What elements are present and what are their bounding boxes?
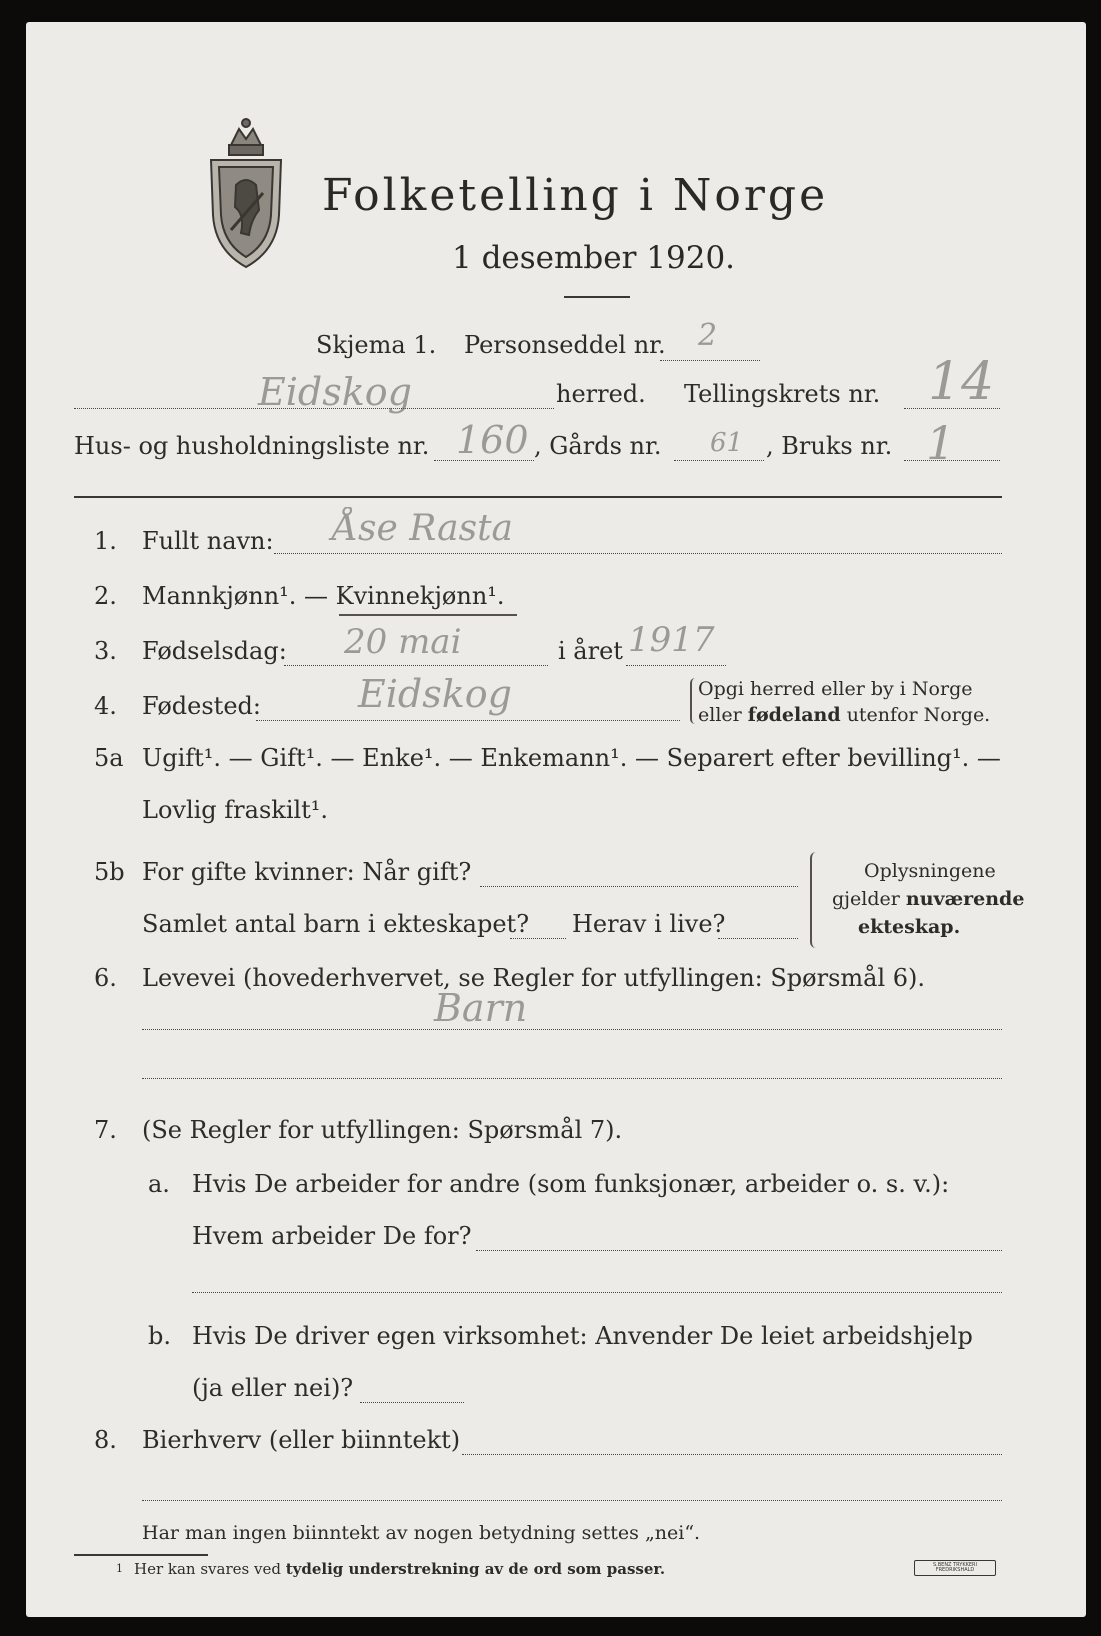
q4-note-line1: Opgi herred eller by i Norge <box>698 678 973 700</box>
q5b-note-line1: Oplysningene <box>864 860 996 882</box>
q3-number: 3. <box>94 637 117 665</box>
full-name-field[interactable] <box>274 553 1002 554</box>
q6-number: 6. <box>94 964 117 992</box>
birthplace-value: Eidskog <box>358 672 512 716</box>
q6-label: Levevei (hovederhvervet, se Regler for utfyllingen: Spørsmål 6). <box>142 964 926 992</box>
children-alive-field[interactable] <box>718 938 798 939</box>
tellingskrets-label: Tellingskrets nr. <box>684 380 881 408</box>
occupation-field-line2[interactable] <box>142 1078 1002 1079</box>
header-rule <box>74 496 1002 498</box>
q1-label: Fullt navn: <box>142 527 274 555</box>
herred-value: Eidskog <box>258 370 412 414</box>
birth-year-field[interactable] <box>626 665 726 666</box>
q3-year-label: i året <box>558 637 623 665</box>
bruks-label: , Bruks nr. <box>766 432 893 460</box>
q1-number: 1. <box>94 527 117 555</box>
q8-note: Har man ingen biinntekt av nogen betydning settes „nei“. <box>142 1522 701 1544</box>
gards-label: , Gårds nr. <box>534 432 662 460</box>
census-form-page <box>26 22 1086 1617</box>
tellingskrets-value: 14 <box>928 352 995 412</box>
personseddel-value: 2 <box>698 318 718 353</box>
q7b-hired-help-label: (ja eller nei)? <box>192 1374 354 1402</box>
side-income-field[interactable] <box>462 1454 1002 1455</box>
q8-label: Bierhverv (eller biinntekt) <box>142 1426 461 1454</box>
gards-field[interactable] <box>674 460 764 461</box>
printer-stamp <box>914 1560 996 1576</box>
q4-note-line2: eller fødeland utenfor Norge. <box>698 704 991 726</box>
hus-value: 160 <box>456 418 529 462</box>
q7b-letter: b. <box>148 1322 171 1350</box>
q4-label: Fødested: <box>142 692 261 720</box>
q5b-married-when-label: For gifte kvinner: Når gift? <box>142 858 472 886</box>
footnote-rule <box>74 1554 208 1556</box>
census-date: 1 desember 1920. <box>452 240 736 276</box>
q7a-employer-label: Hvem arbeider De for? <box>192 1222 472 1250</box>
q7a-letter: a. <box>148 1170 170 1198</box>
q8-number: 8. <box>94 1426 117 1454</box>
q7b-line1: Hvis De driver egen virksomhet: Anvender De leiet arbeidshjelp <box>192 1322 973 1350</box>
skjema-label: Skjema 1. <box>316 331 437 359</box>
personseddel-field[interactable] <box>660 360 760 361</box>
kvinnekjonn-underline <box>339 614 517 616</box>
q2-gender-options: Mannkjønn¹. — Kvinnekjønn¹. <box>142 582 505 610</box>
full-name-value: Åse Rasta <box>332 508 514 549</box>
q5b-children-label: Samlet antal barn i ekteskapet? <box>142 910 530 938</box>
q7-number: 7. <box>94 1116 117 1144</box>
bruks-value: 1 <box>926 416 956 470</box>
title-divider <box>564 296 630 298</box>
norway-coat-of-arms-icon <box>201 115 291 275</box>
q7-label: (Se Regler for utfyllingen: Spørsmål 7). <box>142 1116 623 1144</box>
q5a-marital-options-cont: Lovlig fraskilt¹. <box>142 796 329 824</box>
q5b-note-brace <box>810 852 816 948</box>
footnote-text: Her kan svares ved tydelig understrekning av de ord som passer. <box>134 1560 666 1578</box>
hus-label: Hus- og husholdningsliste nr. <box>74 432 430 460</box>
married-when-field[interactable] <box>480 886 798 887</box>
q4-note-brace <box>690 678 695 724</box>
occupation-field[interactable] <box>142 1029 1002 1030</box>
q2-number: 2. <box>94 582 117 610</box>
q7a-line1: Hvis De arbeider for andre (som funksjonær, arbeider o. s. v.): <box>192 1170 950 1198</box>
footnote-marker: 1 <box>116 1562 123 1575</box>
occupation-value: Barn <box>434 986 528 1030</box>
employer-field[interactable] <box>476 1250 1002 1251</box>
q5b-note-line3: ekteskap. <box>858 916 961 938</box>
birth-year-value: 1917 <box>628 620 715 660</box>
q3-label: Fødselsdag: <box>142 637 287 665</box>
personseddel-label: Personseddel nr. <box>464 331 666 359</box>
children-total-field[interactable] <box>510 938 566 939</box>
q5b-alive-label: Herav i live? <box>572 910 726 938</box>
gards-value: 61 <box>710 428 744 458</box>
herred-label: herred. <box>556 380 646 408</box>
q5b-number: 5b <box>94 858 125 886</box>
birthday-value: 20 mai <box>344 622 462 662</box>
q4-number: 4. <box>94 692 117 720</box>
printer-stamp-text: S.BENZ TRYKKERI FREDRIKSHALD <box>932 1562 978 1573</box>
birthday-field[interactable] <box>284 665 548 666</box>
q5a-number: 5a <box>94 744 124 772</box>
q5a-marital-options: Ugift¹. — Gift¹. — Enke¹. — Enkemann¹. — Separert efter bevilling¹. — <box>142 744 1001 772</box>
page-title: Folketelling i Norge <box>322 170 829 221</box>
employer-field-line2[interactable] <box>192 1292 1002 1293</box>
birthplace-field[interactable] <box>256 720 680 721</box>
q5b-note-line2: gjelder nuværende <box>832 888 1025 910</box>
hired-help-field[interactable] <box>360 1402 464 1403</box>
side-income-field-line2[interactable] <box>142 1500 1002 1501</box>
